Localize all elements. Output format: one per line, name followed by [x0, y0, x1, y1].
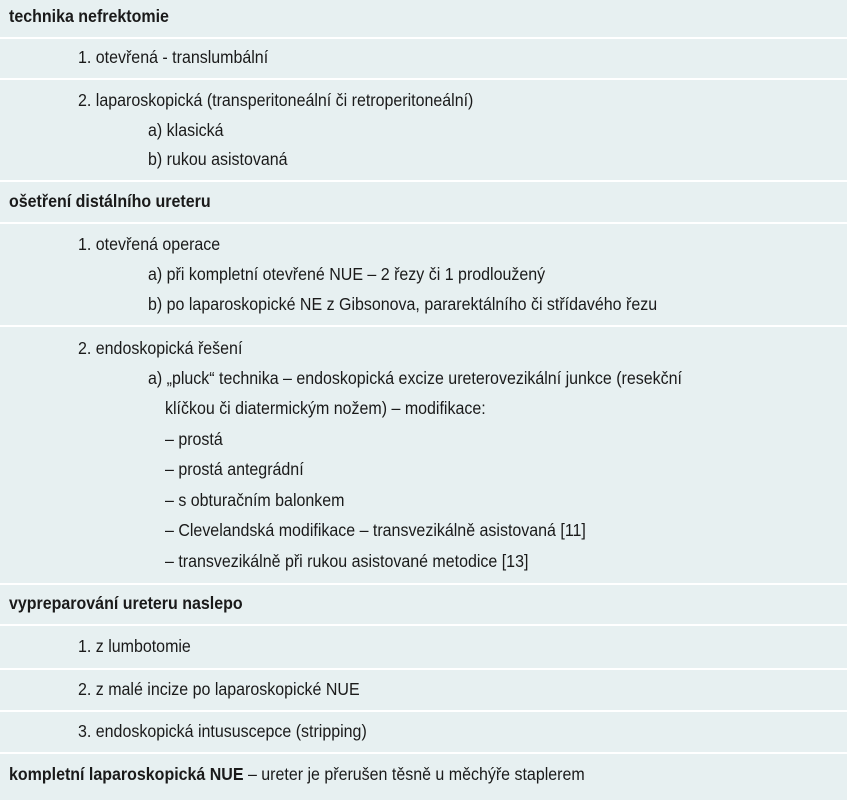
separator	[0, 78, 847, 80]
sub-item: b) po laparoskopické NE z Gibsonova, pararektálního či střídavého řezu	[148, 294, 658, 314]
list-item: 2. endoskopická řešení	[78, 338, 243, 358]
separator	[0, 37, 847, 39]
sub-item: – prostá	[165, 429, 223, 449]
section-heading: vypreparování ureteru naslepo	[9, 593, 243, 613]
sub-item: a) klasická	[148, 120, 224, 140]
list-item: 2. laparoskopická (transperitoneální či retroperitoneální)	[78, 90, 474, 110]
separator	[0, 325, 847, 327]
section-heading: ošetření distálního ureteru	[9, 191, 211, 211]
separator	[0, 668, 847, 670]
section-heading-rest: – ureter je přerušen těsně u měchýře staplerem	[243, 764, 585, 784]
section-heading: technika nefrektomie	[9, 6, 169, 26]
list-item: 3. endoskopická intususcepce (stripping)	[78, 721, 367, 741]
separator	[0, 710, 847, 712]
separator	[0, 583, 847, 585]
separator	[0, 752, 847, 754]
list-item: 1. otevřená operace	[78, 234, 221, 254]
separator	[0, 222, 847, 224]
summary-line	[9, 762, 585, 786]
list-item: 1. z lumbotomie	[78, 636, 191, 656]
list-item: 1. otevřená - translumbální	[78, 47, 269, 67]
section-heading: kompletní laparoskopická NUE	[9, 764, 244, 784]
sub-item: – transvezikálně při rukou asistované metodice [13]	[165, 551, 529, 571]
sub-item: – s obturačním balonkem	[165, 490, 345, 510]
sub-item: a) „pluck“ technika – endoskopická excize ureterovezikální junkce (resekční	[148, 368, 682, 388]
sub-item: – Clevelandská modifikace – transvezikálně asistovaná [11]	[165, 520, 586, 540]
sub-item: klíčkou či diatermickým nožem) – modifikace:	[165, 398, 486, 418]
sub-item: – prostá antegrádní	[165, 459, 304, 479]
separator	[0, 624, 847, 626]
list-item: 2. z malé incize po laparoskopické NUE	[78, 679, 360, 699]
sub-item: b) rukou asistovaná	[148, 149, 288, 169]
sub-item: a) při kompletní otevřené NUE – 2 řezy či 1 prodloužený	[148, 264, 546, 284]
separator	[0, 180, 847, 182]
